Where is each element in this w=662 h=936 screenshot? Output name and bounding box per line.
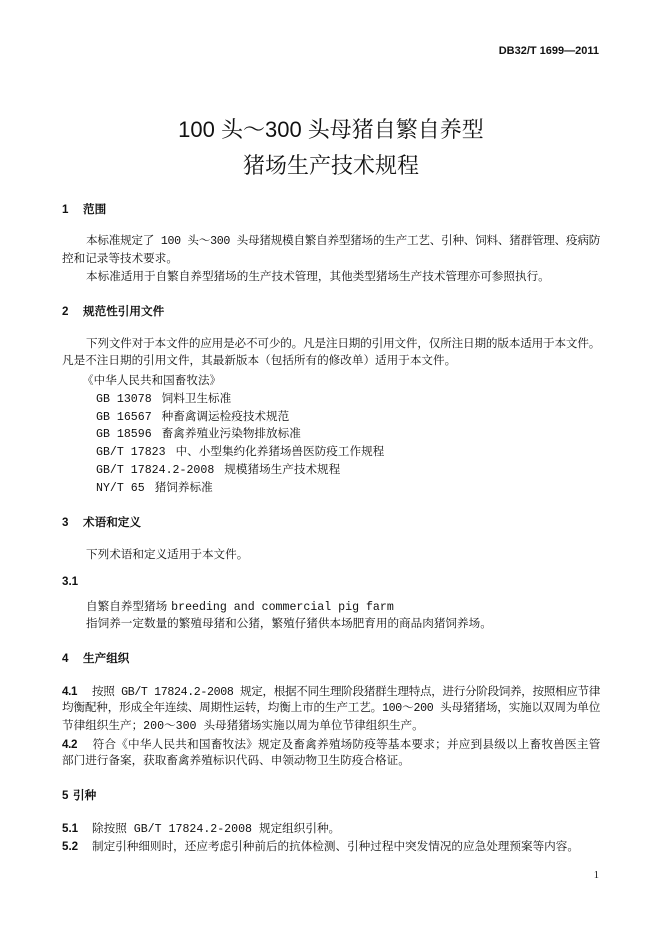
clause-5-1	[62, 820, 600, 838]
section-4-heading	[62, 650, 600, 668]
document-body	[62, 112, 600, 856]
term-definition: 指饲养一定数量的繁殖母猪和公猪，繁殖仔猪供本场肥育用的商品肉猪饲养场。	[86, 617, 492, 631]
section-title: 生产组织	[83, 651, 130, 665]
standard-code: DB32/T 1699—2011	[498, 45, 599, 57]
reference-name: 猪饲养标准	[154, 481, 213, 495]
paragraph-line: 控和记录等技术要求。	[62, 253, 178, 267]
clause-5-2	[62, 838, 600, 856]
reference-code: GB/T 17824.2-2008	[96, 463, 215, 477]
section-2-heading	[62, 303, 600, 321]
reference-name: 中、小型集约化养猪场兽医防疫工作规程	[175, 446, 385, 460]
reference-code: GB 18596	[96, 428, 152, 442]
section-title: 术语和定义	[83, 516, 141, 530]
section-title: 范围	[83, 202, 107, 216]
clause-number: 5.1	[62, 822, 79, 836]
reference-code: GB 13078	[96, 392, 152, 406]
document-title	[62, 112, 600, 184]
clause-4-2	[62, 736, 600, 771]
term-line	[62, 598, 600, 616]
clause-number: 4.2	[62, 737, 78, 751]
reference-item	[62, 426, 600, 444]
reference-item	[62, 409, 600, 427]
section-number: 5	[62, 789, 69, 803]
title-line-2: 猪场生产技术规程	[242, 153, 419, 178]
section-1-heading	[62, 201, 600, 219]
paragraph-line: 下列文件对于本文件的应用是必不可少的。凡是注日期的引用文件，仅所注日期的版本适用于本文件。	[86, 337, 600, 351]
section-number: 1	[62, 202, 69, 216]
clause-line: 节律组织生产；200～300 头母猪猪场实施以周为单位节律组织生产。	[62, 720, 424, 734]
clause-line: 部门进行备案，获取畜禽养殖标识代码、申领动物卫生防疫合格证。	[62, 755, 410, 769]
reference-name: 《中华人民共和国畜牧法》	[82, 374, 222, 388]
reference-code: NY/T 65	[96, 481, 145, 495]
paragraph-line: 本标准规定了 100 头～300 头母猪规模自繁自养型猪场的生产工艺、引种、饲料、猪群管理、疫病防	[86, 235, 600, 249]
paragraph-line: 下列术语和定义适用于本文件。	[86, 549, 249, 562]
term-english: breeding and commercial pig farm	[171, 601, 394, 615]
section-title: 引种	[73, 789, 97, 803]
paragraph-line: 本标准适用于自繁自养型猪场的生产技术管理，其他类型猪场生产技术管理亦可参照执行。	[86, 270, 550, 284]
clause-line: 均衡配种，形成全年连续、周期性运转，均衡上市的生产工艺。100～200 头母猪猪场，实施以双周为单位	[62, 702, 600, 716]
section-number: 4	[62, 651, 69, 665]
reference-item	[62, 462, 600, 480]
section-title: 规范性引用文件	[83, 304, 165, 318]
clause-text: 除按照 GB/T 17824.2-2008 规定组织引种。	[92, 823, 341, 837]
reference-code: GB/T 17823	[96, 446, 166, 460]
reference-name: 种畜禽调运检疫技术规范	[161, 410, 290, 424]
section-number: 3	[62, 516, 69, 530]
reference-name: 规模猪场生产技术规程	[224, 463, 341, 477]
term-chinese: 自繁自养型猪场	[86, 600, 168, 614]
clause-text: 制定引种细则时，还应考虑引种前后的抗体检测、引种过程中突发情况的应急处理预案等内容。	[92, 840, 579, 854]
reference-item	[62, 480, 600, 498]
clause-number: 5.2	[62, 839, 79, 853]
clause-line	[62, 820, 600, 838]
clause-4-1	[62, 683, 600, 736]
reference-code: GB 16567	[96, 410, 152, 424]
clause-line	[62, 683, 600, 701]
reference-item	[62, 373, 600, 391]
section-3-heading	[62, 514, 600, 532]
clause-text: 按照 GB/T 17824.2-2008 规定，根据不同生理阶段猪群生理特点，进行分阶段饲养，按照相应节律	[92, 685, 600, 699]
reference-name: 畜禽养殖业污染物排放标准	[161, 428, 301, 442]
section-5-heading	[62, 787, 600, 805]
section-1-paragraph-1	[62, 233, 600, 268]
page-number: 1	[593, 870, 599, 881]
title-line-1: 100 头～300 头母猪自繁自养型	[178, 117, 484, 142]
clause-text: 符合《中华人民共和国畜牧法》规定及畜禽养殖场防疫等基本要求；并应到县级以上畜牧兽医主管	[92, 738, 600, 752]
clause-line	[62, 736, 600, 754]
clause-line	[62, 838, 600, 856]
section-3-paragraph-1	[62, 547, 600, 565]
clause-number: 4.1	[62, 684, 78, 698]
reference-list	[62, 373, 600, 498]
reference-item	[62, 444, 600, 462]
paragraph-line: 凡是不注日期的引用文件，其最新版本（包括所有的修改单）适用于本文件。	[62, 355, 457, 369]
term-number: 3.1	[62, 574, 79, 588]
reference-name: 饲料卫生标准	[161, 392, 232, 406]
reference-item	[62, 391, 600, 409]
section-2-paragraph-1	[62, 336, 600, 371]
section-number: 2	[62, 304, 69, 318]
section-1-paragraph-2	[62, 269, 600, 287]
